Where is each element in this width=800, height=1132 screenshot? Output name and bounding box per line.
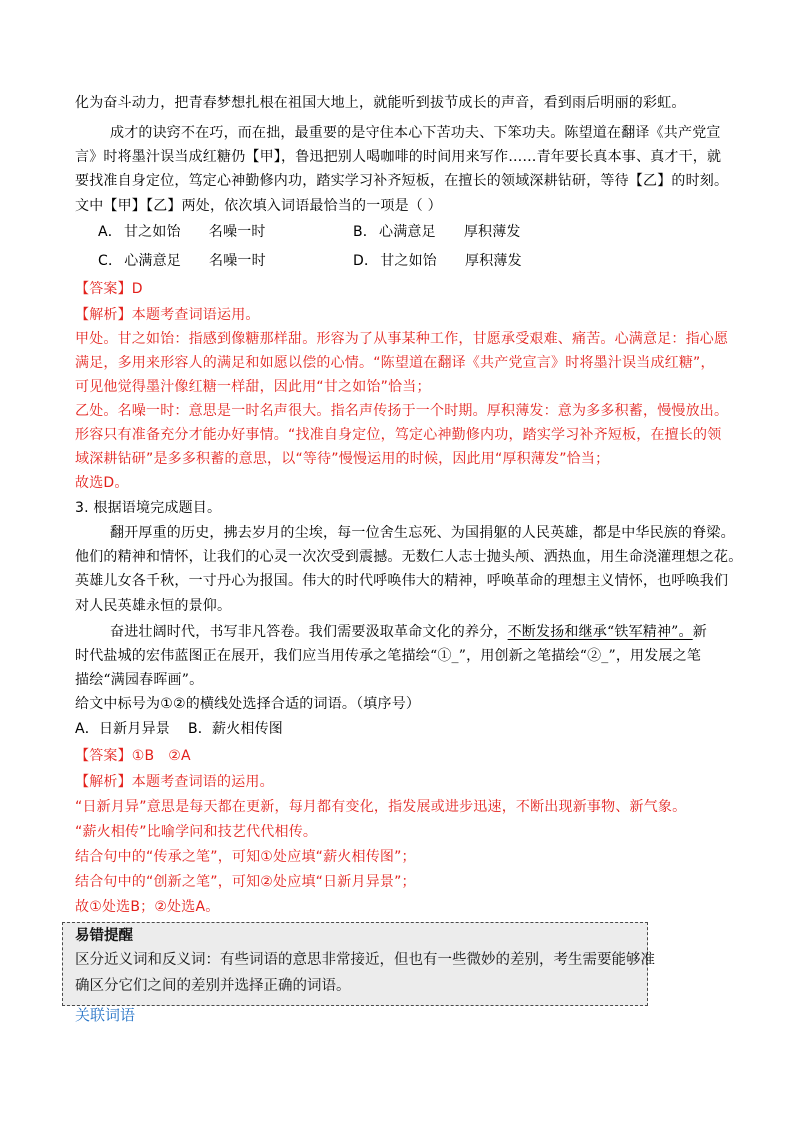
tip-line: 区分近义词和反义词：有些词语的意思非常接近，但也有一些微妙的差别，考生需要能够准	[75, 952, 655, 968]
q3-option-a: A．日新月异景	[75, 721, 170, 737]
option-word: 甘之如饴	[123, 224, 181, 240]
option-letter: B．	[353, 224, 378, 240]
option-word: 甘之如饴	[380, 253, 437, 269]
q3-analysis-title: 【解析】本题考查词语的运用。	[75, 774, 274, 790]
q2-answer: 【答案】D	[75, 281, 143, 297]
q3-passage-line: 时代盐城的宏伟蓝图正在展开，我们应当用传承之笔描绘“①_”，用创新之笔描绘“②_”，用发展之笔	[75, 648, 702, 664]
q2-analysis-title: 【解析】本题考查词语运用。	[75, 307, 260, 323]
q2-option-a	[98, 220, 266, 244]
q3-analysis-line: 结合句中的“传承之笔”，可知①处应填“薪火相传图”；	[75, 849, 416, 865]
option-word: 心满意足	[379, 224, 436, 240]
q3-passage-line: 英雄儿女各千秋，一寸丹心为报国。伟大的时代呼唤伟大的精神，呼唤革命的理想主义情怀，也呼唤我们	[75, 573, 729, 589]
q2-analysis-line: 可见他觉得墨汁像红糖一样甜，因此用“甘之如饴”恰当；	[75, 379, 431, 395]
q3-option-b: B．薪火相传图	[187, 721, 283, 737]
q2-analysis-line: 域深耕钻研”是多多积蓄的意思，以“等待”慢慢运用的时候，因此用“厚积薄发”恰当；	[75, 451, 610, 467]
q2-passage-prev-line: 化为奋斗动力，把青春梦想扎根在祖国大地上，就能听到拔节成长的声音，看到雨后明丽的彩虹。	[75, 95, 686, 111]
option-letter: C．	[98, 253, 123, 269]
q2-passage-line: 要找准自身定位，笃定心神勤修内功，踏实学习补齐短板，在擅长的领域深耕钻研，等待【乙】的时刻。	[75, 173, 729, 189]
passage-text: 奋进壮阔时代，书写非凡答卷。我们需要汲取革命文化的养分，	[110, 624, 508, 640]
q2-analysis-line: 满足，多用来形容人的满足和如愿以偿的心情。“陈望道在翻译《共产党宣言》时将墨汁误当成红糖”，	[75, 355, 715, 371]
q3-passage-line: 他们的精神和情怀，让我们的心灵一次次受到震撼。无数仁人志士抛头颅、洒热血，用生命浇灌理想之花。	[75, 549, 743, 565]
q2-option-c	[98, 249, 266, 273]
q2-analysis-line: 形容只有准备充分才能办好事情。“找准自身定位，笃定心神勤修内功，踏实学习补齐短板，在擅长的领	[75, 427, 722, 443]
q3-analysis-line: “薪火相传”比喻学问和技艺代代相传。	[75, 824, 318, 840]
option-word: 名噪一时	[208, 224, 266, 240]
q3-analysis-line: “日新月异”意思是每天都在更新，每月都有变化，指发展或进步迅速，不断出现新事物、新气象。	[75, 799, 687, 815]
option-word: 心满意足	[124, 253, 181, 269]
section-heading-conjunctions: 关联词语	[75, 1006, 136, 1024]
option-word: 名噪一时	[209, 253, 266, 269]
q3-analysis-line: 故①处选B；②处选A。	[75, 899, 220, 915]
q3-passage2-first-line	[110, 620, 707, 644]
q3-passage-line: 对人民英雄永恒的景仰。	[75, 598, 232, 614]
q2-stem: 文中【甲】【乙】两处，依次填入词语最恰当的一项是（ ）	[75, 198, 442, 214]
underlined-sentence: 不断发扬和继承“铁军精神”。	[507, 624, 693, 640]
option-word: 厚积薄发	[463, 224, 521, 240]
q3-stem: 给文中标号为①②的横线处选择合适的词语。（填序号）	[75, 696, 421, 712]
option-letter: D．	[353, 253, 379, 269]
q2-analysis-line: 乙处。名噪一时：意思是一时名声很大。指名声传扬于一个时期。厚积薄发：意为多多积蓄，慢慢放出。	[75, 403, 729, 419]
q3-passage-line: 描绘“满园春晖画”。	[75, 672, 204, 688]
q2-passage-line: 成才的诀窍不在巧，而在拙，最重要的是守住本心下苦功夫、下笨功夫。陈望道在翻译《共产党宣	[110, 125, 721, 141]
q3-options	[75, 717, 283, 741]
q3-answer: 【答案】①B ②A	[75, 748, 191, 764]
q2-option-b	[353, 220, 521, 244]
option-word: 厚积薄发	[465, 253, 522, 269]
q2-analysis-line: 故选D。	[75, 475, 129, 491]
q2-passage-line: 言》时将墨汁误当成红糖仍【甲】，鲁迅把别人喝咖啡的时间用来写作……青年要长真本事、真才干，就	[75, 149, 722, 165]
error-tip-box	[62, 922, 655, 1006]
tip-line: 确区分它们之间的差别并选择正确的词语。	[75, 978, 351, 994]
q2-analysis-line: 甲处。甘之如饴：指感到像糖那样甜。形容为了从事某种工作，甘愿承受艰难、痛苦。心满意足：指心愿	[75, 331, 729, 347]
q3-analysis-line: 结合句中的“创新之笔”，可知②处应填“日新月异景”；	[75, 874, 416, 890]
q3-title: 3. 根据语境完成题目。	[75, 500, 222, 516]
q3-passage-line: 翻开厚重的历史，拂去岁月的尘埃，每一位舍生忘死、为国捐躯的人民英雄，都是中华民族的脊梁。	[110, 525, 735, 541]
passage-text: 新	[692, 624, 707, 640]
option-letter: A．	[98, 224, 122, 240]
tip-title: 易错提醒	[75, 928, 133, 944]
q2-option-d	[353, 249, 522, 273]
